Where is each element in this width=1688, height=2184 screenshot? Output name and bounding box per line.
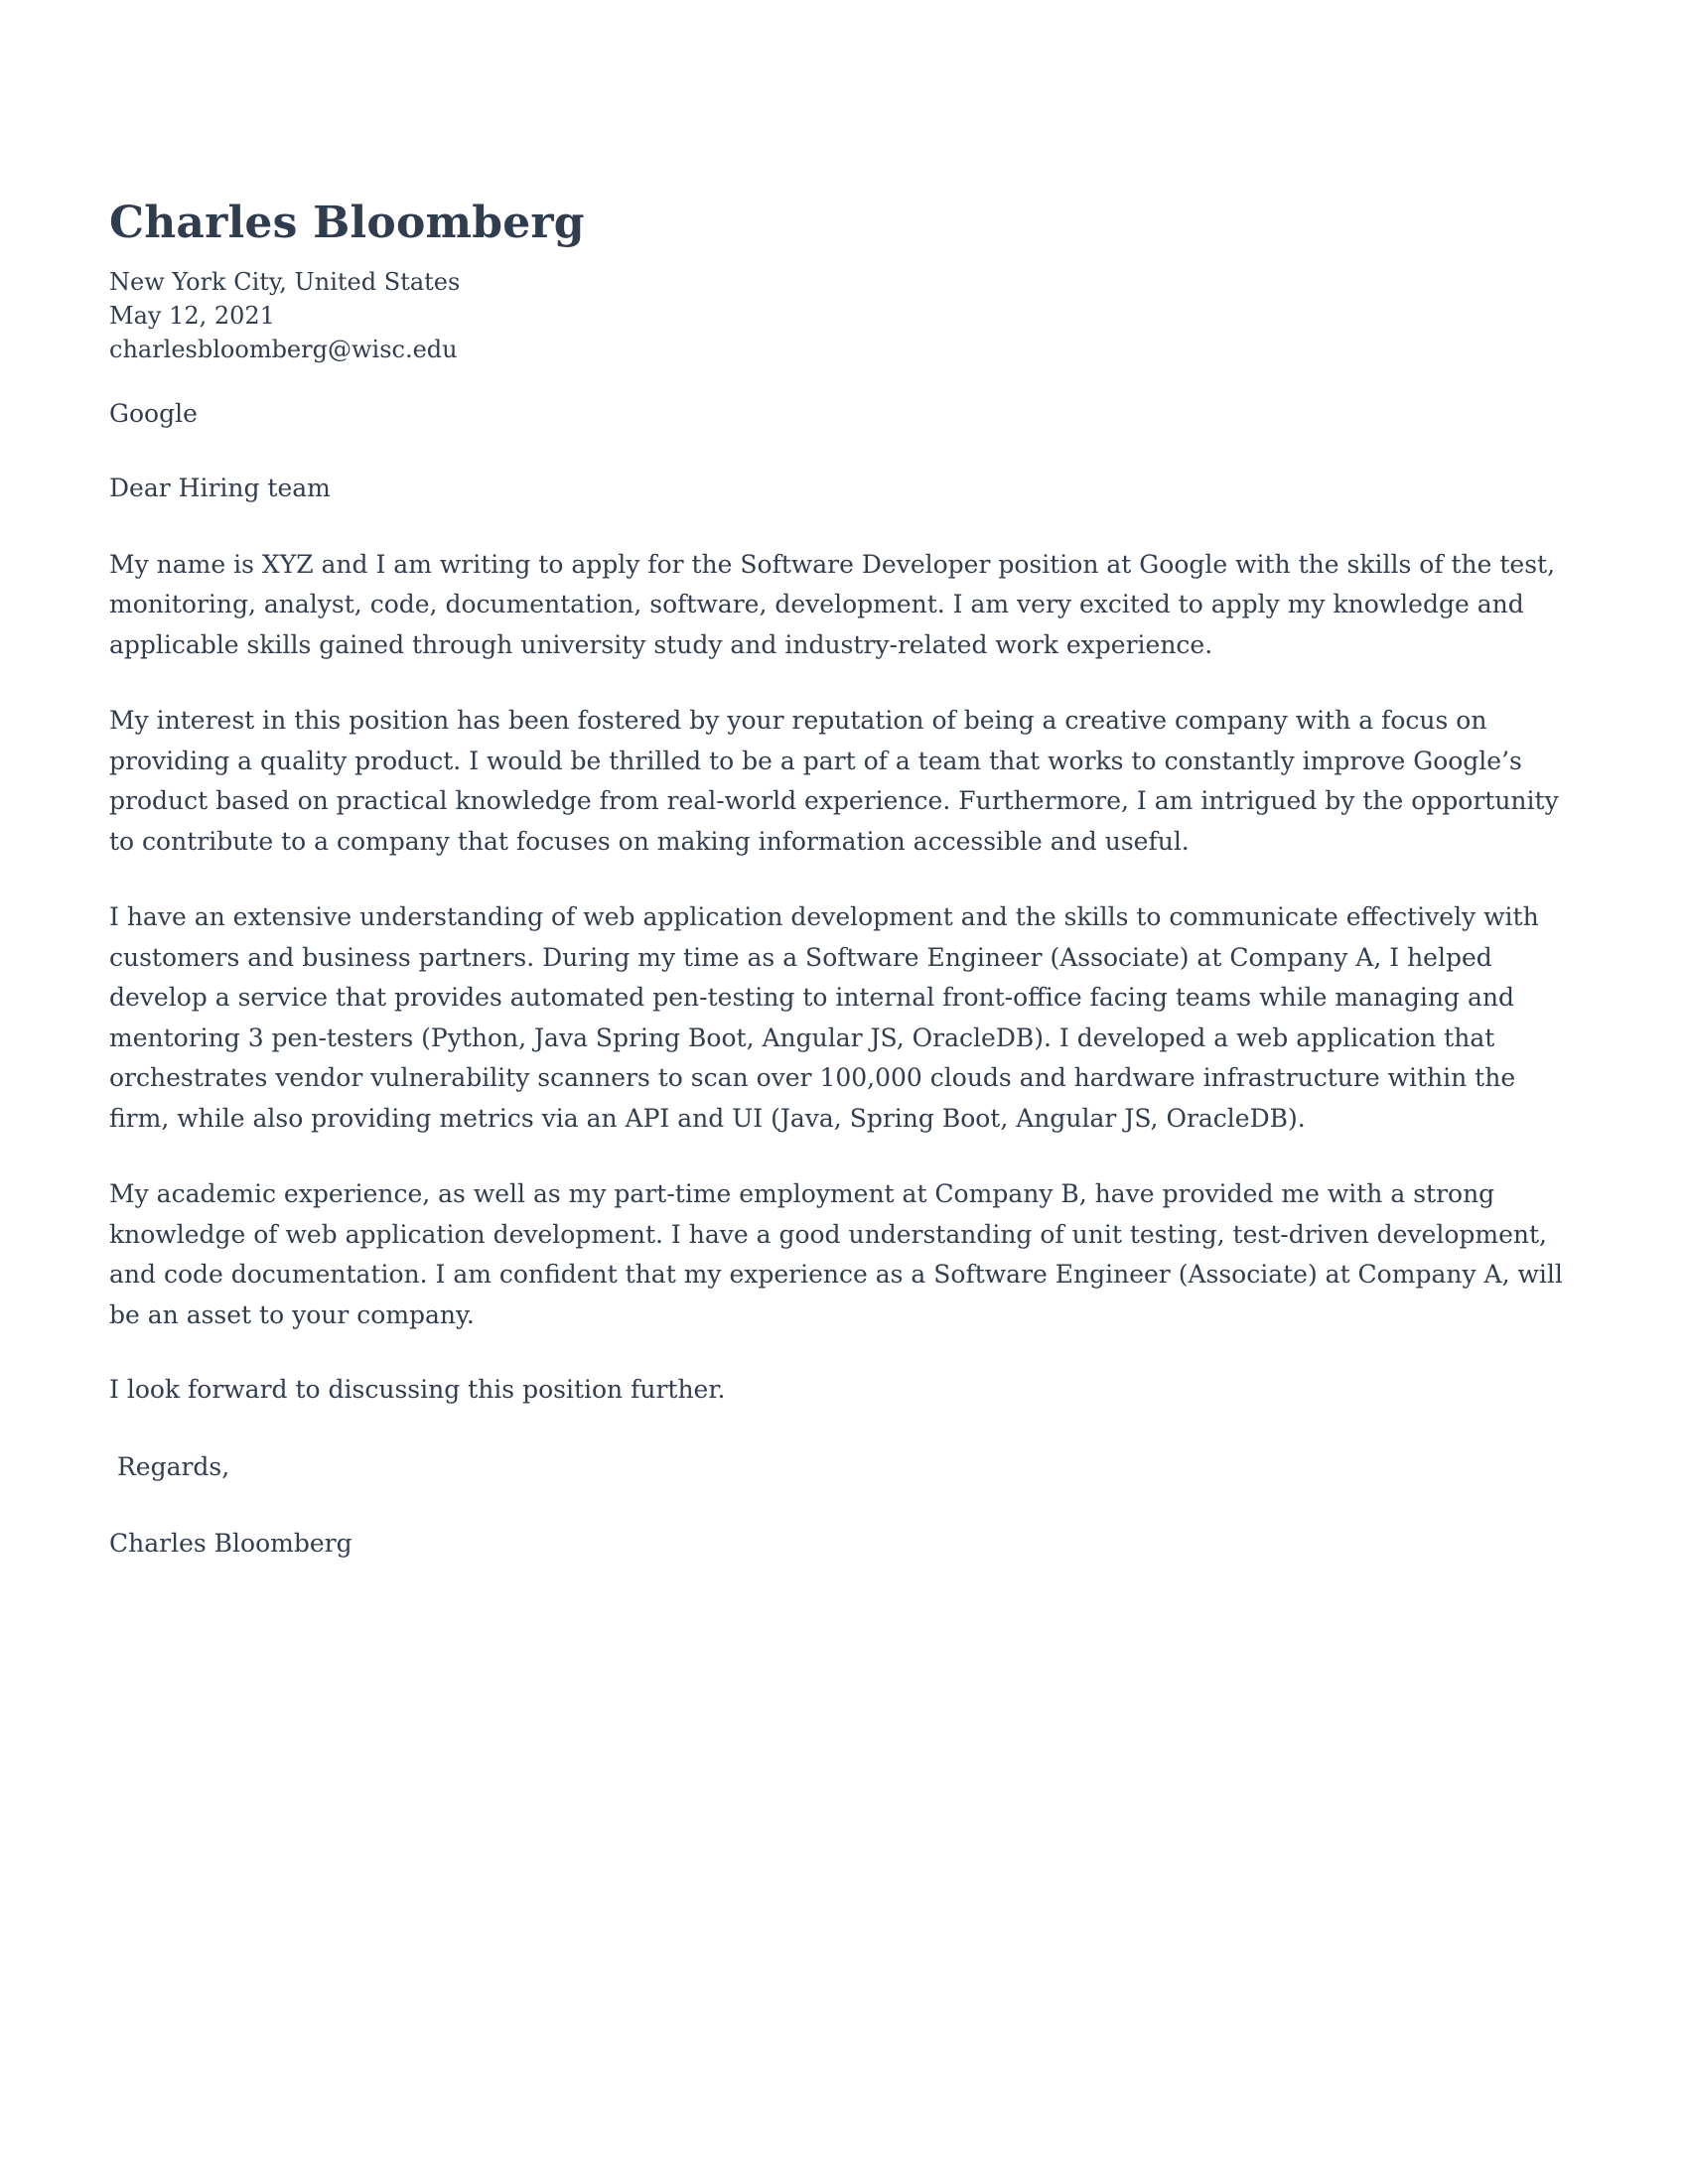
sender-email: charlesbloomberg@wisc.edu — [109, 336, 458, 364]
body-paragraph-4: My academic experience, as well as my part-time employment at Company B, have provided me with a strong knowledge of web application development. I have a good understanding of unit testing, test-driven development, and code documentation. I am confident that my experience as a Software Engineer (Associate) at Company A, will be an asset to your company. — [109, 1179, 1563, 1329]
spacer-after-company — [109, 432, 1579, 470]
spacer-before-signature-name — [109, 1485, 1579, 1525]
recipient-company: Google — [109, 398, 198, 428]
body-paragraph-2: My interest in this position has been fostered by your reputation of being a creative company with a focus on providing a quality product. I would be thrilled to be a part of a team that works to constantly improve Google’s product based on practical knowledge from real-world experience. Furthermore, I am intrigued by the opportunity to contribute to a company that focuses on making information accessible and useful. — [109, 706, 1559, 856]
page-title: Charles Bloomberg — [109, 198, 585, 248]
signature-name: Charles Bloomberg — [109, 1529, 352, 1558]
spacer-after-greeting — [109, 507, 1579, 545]
closing-line: I look forward to discussing this position further. — [109, 1375, 726, 1404]
letter-date: May 12, 2021 — [109, 302, 275, 331]
body-paragraph-1: My name is XYZ and I am writing to apply for the Software Developer position at Google with the skills of the test, monitoring, analyst, code, documentation, software, development. I am very excited to apply my knowledge and applicable skills gained through university study and industry-related work experience. — [109, 549, 1556, 659]
sender-contact-block — [109, 265, 1579, 366]
spacer-before-regards — [109, 1409, 1579, 1448]
sender-location: New York City, United States — [109, 268, 461, 297]
letter-content — [109, 199, 1579, 1563]
body-paragraph-3: I have an extensive understanding of web application development and the skills to communicate effectively with customers and business partners. During my time as a Software Engineer (Associate) at Company A, I helped develop a service that provides automated pen-testing to internal front-office facing teams while managing and mentoring 3 pen-testers (Python, Java Spring Boot, Angular JS, OracleDB). I developed a web application that orchestrates vendor vulnerability scanners to scan over 100,000 clouds and hardware infrastructure within the firm, while also providing metrics via an API and UI (Java, Spring Boot, Angular JS, OracleDB). — [109, 902, 1539, 1133]
salutation-greeting: Dear Hiring team — [109, 474, 331, 502]
signature-regards: Regards, — [109, 1451, 230, 1481]
